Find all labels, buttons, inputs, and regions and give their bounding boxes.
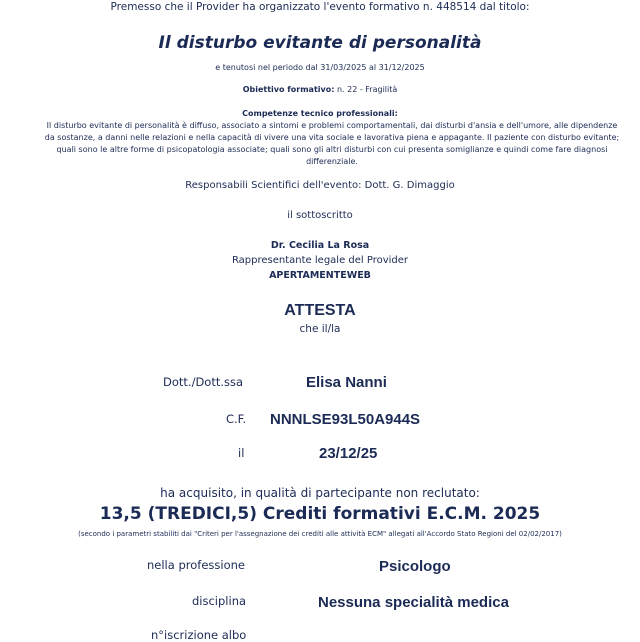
fiscal-code: NNNLSE93L50A944S [270,411,421,428]
event-period: e tenutosi nel periodo dal 31/03/2025 al 31/12/2025 [215,63,425,72]
provider-name: APERTAMENTEWEB [269,270,371,281]
competences-heading: Competenze tecnico professionali: [242,109,398,118]
objective-value: n. 22 - Fragilità [334,85,398,94]
credits-title: 13,5 (TREDICI,5) Crediti formativi E.C.M. 2025 [99,504,541,524]
title-label: Dott./Dott.ssa [163,375,244,389]
date-value: 23/12/25 [319,445,378,462]
discipline-label: disciplina [192,594,247,608]
profession-value: Psicologo [379,558,451,575]
params-note: (secondo i parametri stabiliti dai "Criteri per l'assegnazione dei crediti alle attività ECM" allegati all'Accordo Stato Regioni del 02/02/2017) [78,530,562,538]
date-label: il [238,446,245,460]
che-il-la: che il/la [299,323,341,335]
intro-text: Premesso che il Provider ha organizzato l'evento formativo n. 448514 dal titolo: [110,1,530,13]
cf-label: C.F. [226,412,247,426]
participant-name: Elisa Nanni [306,374,387,391]
undersigned: il sottoscritto [287,210,353,221]
attesta-heading: ATTESTA [284,302,356,319]
scientific-managers: Responsabili Scientifici dell'evento: Dott. G. Dimaggio [185,180,455,191]
objective-label: Obiettivo formativo: [242,85,335,94]
discipline-value: Nessuna specialità medica [318,594,509,611]
representative-name: Dr. Cecilia La Rosa [270,240,370,251]
acquired-text: ha acquisito, in qualità di partecipante non reclutato: [160,486,480,500]
event-title: Il disturbo evitante di personalità [158,33,482,53]
competences-text: Il disturbo evitante di personalità è diffuso, associato a sintomi e problemi comportamentali, dai disturbi d'ansia e dell'umore, alle dipendenze da sostanze, a danni nelle relazioni e nella capacità di vivere una vita sociale e lavorativa piena e appagante. Il paziente con disturbo evitante; quali sono le altre forme di psicopatologia associate; quali sono gli altri disturbi con cui presenta somiglianze e quindi come fare diagnosi differenziale. [44,121,620,166]
profession-label: nella professione [147,558,245,572]
registration-label: n°iscrizione albo [151,628,247,642]
representative-role: Rappresentante legale del Provider [231,255,409,266]
objective [0,85,640,94]
